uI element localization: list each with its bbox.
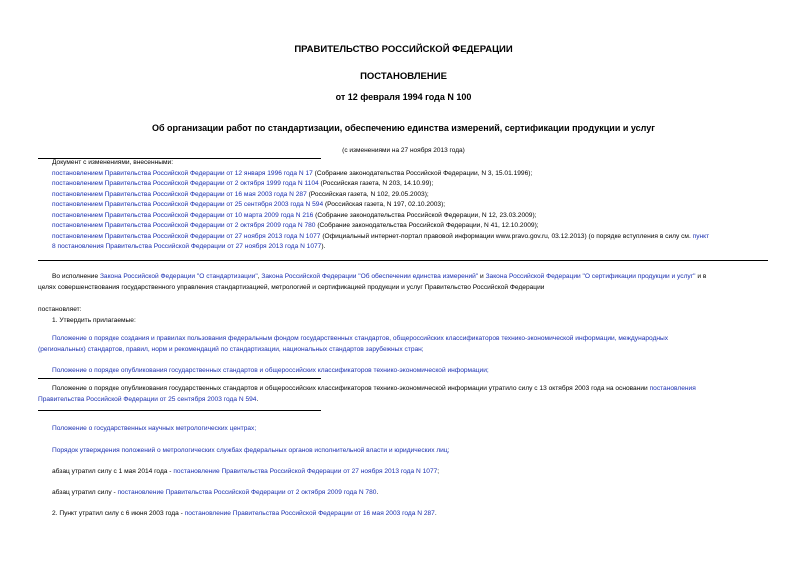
- metrology-services-procedure-link[interactable]: Порядок утверждения положений о метрологических службах федеральных органов исполнительной власти и юридических лиц;: [52, 447, 450, 454]
- paragraph-8-link[interactable]: пункт: [692, 232, 710, 240]
- government-heading: ПРАВИТЕЛЬСТВО РОССИЙСКОЙ ФЕДЕРАЦИИ: [294, 44, 513, 55]
- resolves-text: постановляет:: [38, 306, 82, 313]
- amendment-link[interactable]: постановлением Правительства Российской Федерации от 2 октября 2009 года N 780: [52, 222, 316, 229]
- paragraph-lapsed-2014: абзац утратил силу с 1 мая 2014 года - постановление Правительства Российской Федерации от 27 ноября 2013 года N 1077;: [52, 468, 440, 475]
- amendments-divider: [38, 260, 768, 261]
- amendment-item: постановлением Правительства Российской Федерации от 2 октября 2009 года N 780 (Собрание законодательства Российской Федерации, N 41, 12.10.2009);: [52, 222, 539, 229]
- law-certification-link[interactable]: Закона Российской Федерации "О сертификации продукции и услуг": [485, 273, 696, 280]
- amendment-link[interactable]: постановлением Правительства Российской Федерации от 16 мая 2003 года N 287: [52, 190, 307, 198]
- amendment-item: постановлением Правительства Российской Федерации от 2 октября 1999 года N 1104 (Российская газета, N 203, 14.10.99);: [52, 180, 434, 187]
- preamble-line-2: целях совершенствования государственного управления стандартизацией, метрологией и сертификацией продукции и услуг Правительство Российской Федерации: [38, 283, 545, 291]
- amendments-intro: Документ с изменениями, внесенными:: [52, 159, 174, 166]
- regulation-fund-link[interactable]: Положение о порядке создания и правилах пользования федеральным фондом государственных стандартов, общероссийских классификаторов технико-экономической информации, международных: [52, 335, 669, 342]
- amendment-link[interactable]: постановлением Правительства Российской Федерации от 2 октября 1999 года N 1104: [52, 180, 319, 187]
- amendment-item: постановлением Правительства Российской Федерации от 10 марта 2009 года N 216 (Собрание законодательства Российской Федерации, N 12, 23.03.2009);: [52, 211, 537, 219]
- lapsed-basis-link-cont[interactable]: Правительства Российской Федерации от 25 сентября 2003 года N 594: [38, 395, 257, 403]
- item-2-text: 2. Пункт утратил силу с 6 июня 2003 года - постановление Правительства Российской Федерации от 16 мая 2003 года N 287.: [52, 510, 437, 517]
- resolution-780-link[interactable]: постановление Правительства Российской Федерации от 2 октября 2009 года N 780: [117, 489, 377, 496]
- law-measurement-link[interactable]: Закона Российской Федерации "Об обеспечении единства измерений": [261, 273, 479, 280]
- lapsed-divider-top: [38, 378, 321, 379]
- amendment-link[interactable]: постановлением Правительства Российской Федерации от 27 ноября 2013 года N 1077: [52, 232, 321, 240]
- regulation-publication-link[interactable]: Положение о порядке опубликования государственных стандартов и общероссийских классификаторов технико-экономической информации;: [52, 367, 489, 374]
- amendment-item: постановлением Правительства Российской Федерации от 25 сентября 2003 года N 594 (Российская газета, N 197, 02.10.2003);: [52, 201, 446, 208]
- paragraph-8-link-cont[interactable]: 8 постановления Правительства Российской Федерации от 27 ноября 2013 года N 1077: [52, 242, 322, 250]
- amendment-date-note: (с изменениями на 27 ноября 2013 года): [342, 147, 465, 154]
- amendment-item-last: постановлением Правительства Российской Федерации от 27 ноября 2013 года N 1077 (Официальный интернет-портал правовой информации www.pravo.gov.ru, 03.12.2013) (о порядке вступления в силу см. пункт 8 постановления Правительства Российской Федерации от 27 ноября 2013 года N 1077).: [52, 232, 710, 250]
- date-number-heading: от 12 февраля 1994 года N 100: [335, 92, 472, 102]
- lapsed-note-line-1: Положение о порядке опубликования государственных стандартов и общероссийских классификаторов технико-экономической информации утратило силу с 13 октября 2003 года на основании постановления: [52, 385, 696, 392]
- amendment-item: постановлением Правительства Российской Федерации от 12 января 1996 года N 17 (Собрание законодательства Российской Федерации, N 3, 15.01.1996);: [52, 169, 533, 177]
- preamble-line-1: Во исполнение Закона Российской Федерации "О стандартизации", Закона Российской Федерации "Об обеспечении единства измерений" и Закона Российской Федерации "О сертификации продукции и услуг" и в: [52, 273, 707, 280]
- regulation-fund-link-cont[interactable]: (региональных) стандартов, правил, норм и рекомендаций по стандартизации, национальных стандартов зарубежных стран;: [38, 345, 424, 353]
- document-subject-title: Об организации работ по стандартизации, обеспечению единства измерений, сертификации продукции и услуг: [151, 123, 656, 133]
- lapsed-divider-bottom: [38, 410, 321, 411]
- law-standardization-link[interactable]: Закона Российской Федерации "О стандартизации": [99, 273, 258, 280]
- amendment-link[interactable]: постановлением Правительства Российской Федерации от 25 сентября 2003 года N 594: [52, 201, 324, 208]
- regulation-metrology-centers-link[interactable]: Положение о государственных научных метрологических центрах;: [52, 425, 257, 432]
- document-type-heading: ПОСТАНОВЛЕНИЕ: [360, 71, 447, 82]
- lapsed-note-line-2: Правительства Российской Федерации от 25 сентября 2003 года N 594.: [38, 395, 259, 403]
- resolution-1077-link[interactable]: постановление Правительства Российской Федерации от 27 ноября 2013 года N 1077: [173, 468, 438, 475]
- lapsed-basis-link[interactable]: постановления: [649, 385, 696, 392]
- amendment-link[interactable]: постановлением Правительства Российской Федерации от 12 января 1996 года N 17: [52, 169, 313, 177]
- item-1-text: 1. Утвердить прилагаемые:: [52, 316, 136, 324]
- paragraph-lapsed-2009: абзац утратил силу - постановление Правительства Российской Федерации от 2 октября 2009 года N 780.: [52, 489, 379, 496]
- amendment-item: постановлением Правительства Российской Федерации от 16 мая 2003 года N 287 (Российская газета, N 102, 29.05.2003);: [52, 190, 429, 198]
- amendment-link[interactable]: постановлением Правительства Российской Федерации от 10 марта 2009 года N 216: [52, 211, 314, 219]
- resolution-287-link[interactable]: постановление Правительства Российской Федерации от 16 мая 2003 года N 287: [184, 510, 435, 517]
